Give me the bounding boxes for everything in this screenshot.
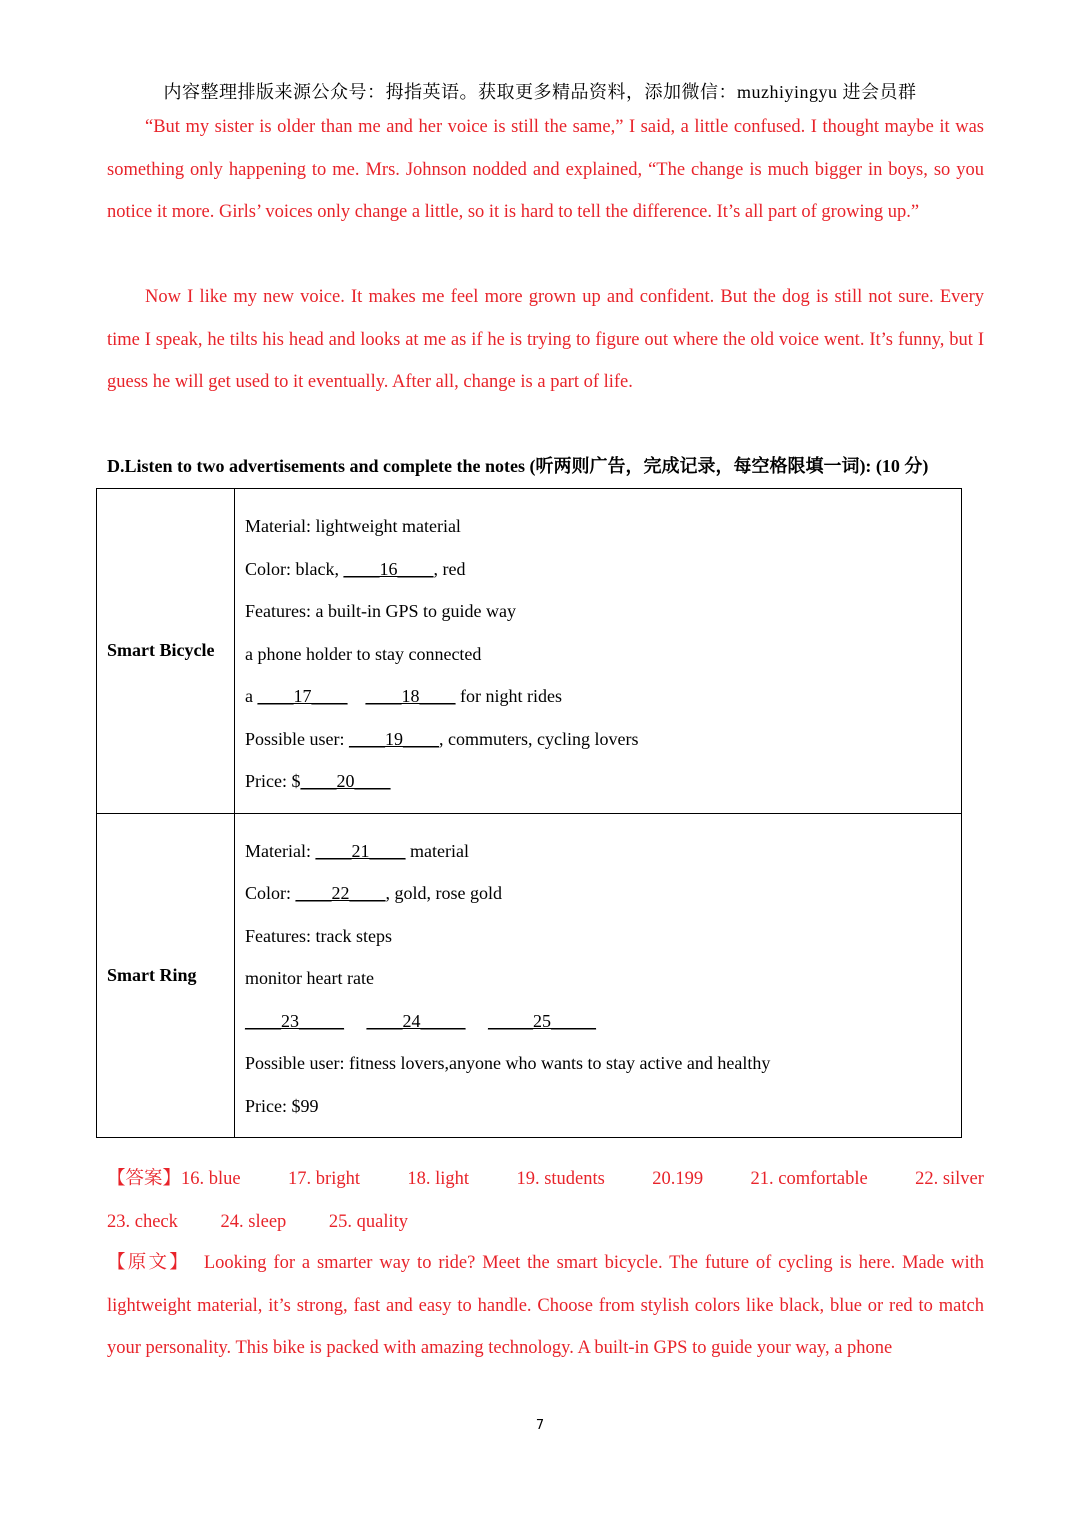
blank-18: ____18____ [365,686,456,706]
material-text-end: material [405,840,469,861]
answer-16: 16. blue [181,1169,241,1189]
notes-table [96,488,962,1138]
bicycle-color [245,548,961,591]
blank-23: ____23_____ [245,1010,344,1031]
answer-20: 20.199 [652,1169,704,1189]
page-number: 7 [535,1418,545,1433]
answer-19: 19. students [516,1169,605,1189]
light-text: a [245,686,258,706]
bicycle-features: Features: a built-in GPS to guide way [245,601,516,621]
story-paragraph-2: Now I like my new voice. It makes me feel more grown up and confident. But the dog is still not sure. Every time I speak, he tilts his head and looks at me as if he is trying to figure out where the old voice went. It’s funny, but I guess he will get used to it eventually. After all, change is a part of life. [107,287,984,392]
ring-color [245,872,961,915]
blank-19: ____19____ [349,728,440,749]
original-label: 【原文】 [107,1253,191,1273]
price-text: Price: $ [245,771,301,791]
table-row-bicycle [97,489,962,814]
table-row-ring [97,813,962,1138]
answer-18: 18. light [407,1169,470,1189]
light-text-end: for night rides [455,686,562,706]
page-header: 内容整理排版来源公众号：拇指英语。获取更多精品资料，添加微信：muzhiyingyu 进会员群 [163,82,917,102]
original-text [107,1242,984,1370]
bicycle-user [245,718,961,761]
color-text: Color: black, [245,558,344,579]
answer-21: 21. comfortable [750,1169,868,1189]
color-text-end: , red [433,558,466,579]
blank-20: ____20____ [300,771,391,791]
bicycle-notes [235,489,962,814]
blank-21: ____21____ [315,840,406,861]
answer-label-and-16 [107,1158,241,1201]
answers-row-1 [107,1158,984,1201]
ring-notes [235,813,962,1138]
blank-17: ____17____ [257,686,348,706]
ring-price: Price: $99 [245,1095,319,1116]
blank-16: ____16____ [343,558,434,579]
row-label-bicycle: Smart Bicycle [97,489,235,814]
bicycle-phone: a phone holder to stay connected [245,643,482,664]
bicycle-light [245,675,961,718]
blank-25: _____25_____ [488,1010,596,1031]
ring-blanks [245,1000,961,1043]
ring-material [245,830,961,873]
color-text: Color: [245,883,296,903]
answer-22: 22. silver [915,1169,984,1189]
answer-25: 25. quality [328,1211,409,1232]
answers-row-2 [107,1201,984,1244]
story-paragraph-1: “But my sister is older than me and her voice is still the same,” I said, a little confused. I thought maybe it was something only happening to me. Mrs. Johnson nodded and explained, “The change is much bigger in boys, so you notice it more. Girls’ voices only change a little, so it is hard to tell the difference. It’s all part of growing up.” [107,117,984,222]
answer-24: 24. sleep [220,1211,287,1232]
color-text-end: , gold, rose gold [385,883,503,903]
answer-23: 23. check [107,1211,178,1232]
blank-22: ____22____ [295,883,386,903]
user-text: Possible user: [245,728,350,749]
bicycle-price [245,760,961,803]
material-text: Material: [245,840,316,861]
blank-24: ____24_____ [366,1010,466,1031]
ring-user: Possible user: fitness lovers,anyone who wants to stay active and healthy [245,1053,771,1073]
ring-features: Features: track steps [245,925,392,946]
user-text-end: , commuters, cycling lovers [439,728,639,749]
answers-block [107,1158,984,1243]
answer-17: 17. bright [288,1169,360,1189]
answer-label: 【答案】 [107,1169,182,1189]
bicycle-material: Material: lightweight material [245,516,461,536]
ring-heart: monitor heart rate [245,968,374,988]
row-label-ring: Smart Ring [97,813,235,1138]
section-title: D.Listen to two advertisements and complete the notes (听两则广告，完成记录，每空格限填一词): (10 分) [107,456,929,476]
original-body: Looking for a smarter way to ride? Meet the smart bicycle. The future of cycling is here. Made with lightweight material, it’s strong, fast and easy to handle. Choose from stylish colors like black, blue or red to match your personality. This bike is packed with amazing technology. A built-in GPS to guide your way, a phone [107,1253,984,1358]
